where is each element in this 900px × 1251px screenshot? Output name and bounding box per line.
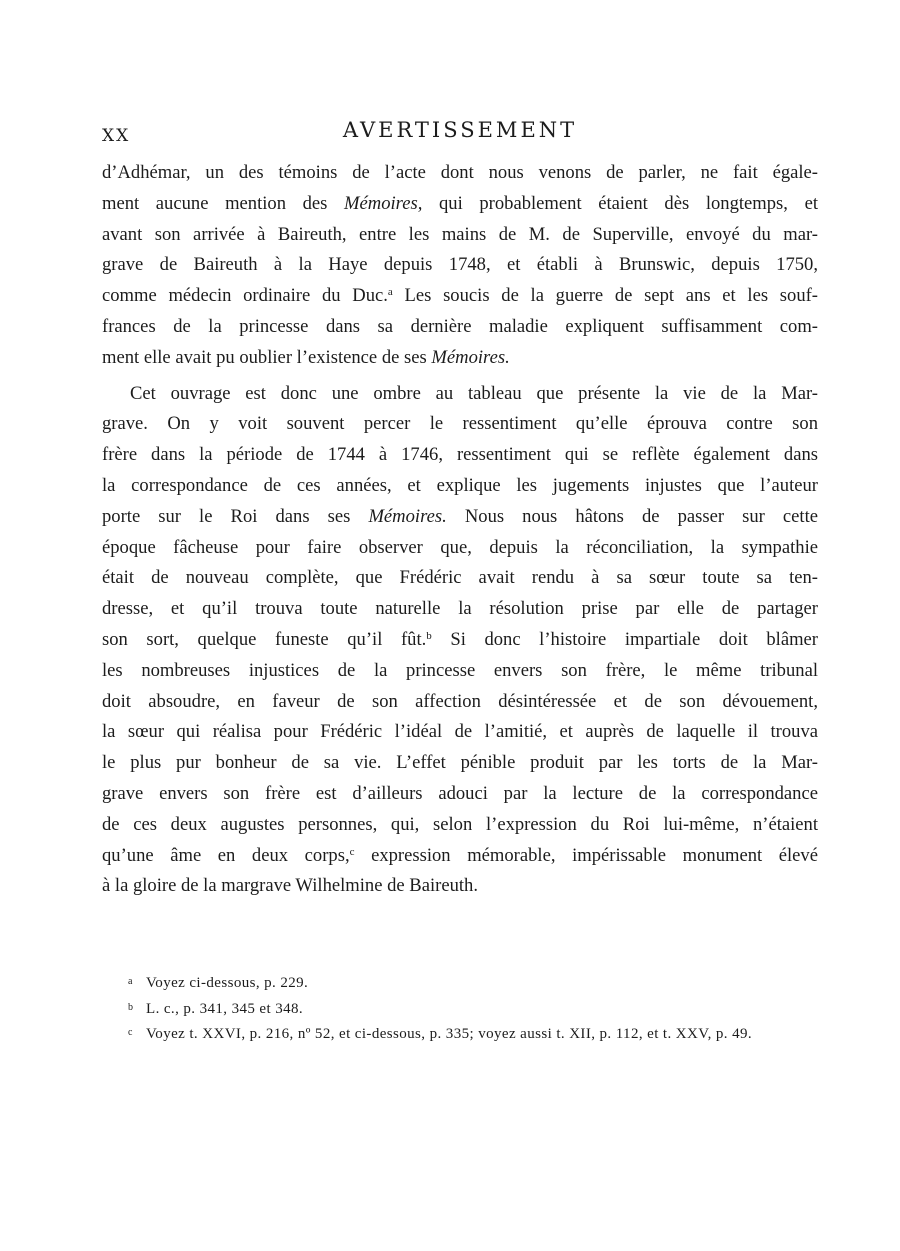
footnote-text: Voyez ci-dessous, p. 229. bbox=[146, 975, 309, 991]
text-line: époque fâcheuse pour faire observer que, depuis la réconciliation, la sympathie bbox=[102, 536, 818, 558]
text-line: Cet ouvrage est donc une ombre au tableau que présente la vie de la Mar- bbox=[130, 382, 818, 404]
italic-title: Mémoires. bbox=[431, 346, 510, 368]
text-line: la correspondance de ces années, et explique les jugements injustes que l’auteur bbox=[102, 474, 818, 496]
text-line: la sœur qui réalisa pour Frédéric l’idéal de l’amitié, et auprès de laquelle il trouva bbox=[102, 721, 818, 743]
body-text bbox=[102, 158, 818, 902]
text-line: avant son arrivée à Baireuth, entre les mains de M. de Superville, envoyé du mar- bbox=[102, 223, 818, 245]
italic-title: Mémoires, bbox=[344, 192, 423, 214]
footnote bbox=[102, 996, 820, 1022]
footnote-text: Voyez t. XXVI, p. 216, nº 52, et ci-dessous, p. 335; voyez aussi t. XII, p. 112, et t. XXV, p. 49. bbox=[146, 1026, 753, 1042]
text-line: frances de la princesse dans sa dernière maladie expliquent suffisamment com- bbox=[102, 315, 818, 337]
footnote-mark: b bbox=[128, 1001, 133, 1013]
text-line: grave de Baireuth à la Haye depuis 1748, et établi à Brunswic, depuis 1750, bbox=[102, 254, 818, 276]
footnote bbox=[102, 1021, 820, 1047]
text-line: doit absoudre, en faveur de son affection désintéressée et de son dévouement, bbox=[102, 690, 818, 712]
text-line: le plus pur bonheur de sa vie. L’effet pénible produit par les torts de la Mar- bbox=[102, 752, 818, 774]
footnote-ref[interactable]: b bbox=[426, 629, 432, 642]
running-head bbox=[102, 118, 818, 148]
text-line: son sort, quelque funeste qu’il fût.$^b$ Si donc l’histoire impartiale doit blâmer bbox=[102, 628, 818, 650]
text-line: ment aucune mention des Mémoires, qui probablement étaient dès longtemps, et bbox=[102, 192, 818, 214]
footnote-mark: c bbox=[128, 1027, 133, 1038]
page-number: XX bbox=[102, 126, 131, 146]
footnote-ref[interactable]: a bbox=[387, 286, 393, 299]
text-line: grave envers son frère est d’ailleurs adouci par la lecture de la correspondance bbox=[102, 782, 818, 804]
running-title: AVERTISSEMENT bbox=[342, 118, 578, 142]
footnote bbox=[102, 970, 820, 996]
text-line: était de nouveau complète, que Frédéric avait rendu à sa sœur toute sa ten- bbox=[102, 567, 818, 589]
italic-title: Mémoires. bbox=[368, 505, 447, 527]
text-line: grave. On y voit souvent percer le ressentiment qu’elle éprouva contre son bbox=[102, 413, 818, 435]
text-line: de ces deux augustes personnes, qui, selon l’expression du Roi lui-même, n’étaient bbox=[102, 813, 818, 835]
footnotes bbox=[102, 970, 820, 1047]
text-line: à la gloire de la margrave Wilhelmine de Baireuth. bbox=[102, 875, 478, 897]
footnote-ref[interactable]: c bbox=[349, 845, 355, 858]
text-line: les nombreuses injustices de la princesse envers son frère, le même tribunal bbox=[102, 659, 818, 681]
footnote-mark: a bbox=[128, 976, 133, 987]
footnote-text: L. c., p. 341, 345 et 348. bbox=[146, 1000, 304, 1017]
text-line: qu’une âme en deux corps,$^c$ expression mémorable, impérissable monument élevé bbox=[102, 844, 818, 866]
text-line: d’Adhémar, un des témoins de l’acte dont nous venons de parler, ne fait égale- bbox=[102, 162, 818, 183]
text-line: comme médecin ordinaire du Duc.$^a$ Les soucis de la guerre de sept ans et les souf- bbox=[102, 285, 819, 307]
text-line: dresse, et qu’il trouva toute naturelle la résolution prise par elle de partager bbox=[102, 598, 818, 620]
text-line: porte sur le Roi dans ses Mémoires. Nous nous hâtons de passer sur cette bbox=[102, 505, 819, 527]
text-line: frère dans la période de 1744 à 1746, ressentiment qui se reflète également dans bbox=[102, 444, 818, 466]
text-line: ment elle avait pu oublier l’existence de ses Mémoires. bbox=[102, 346, 510, 368]
